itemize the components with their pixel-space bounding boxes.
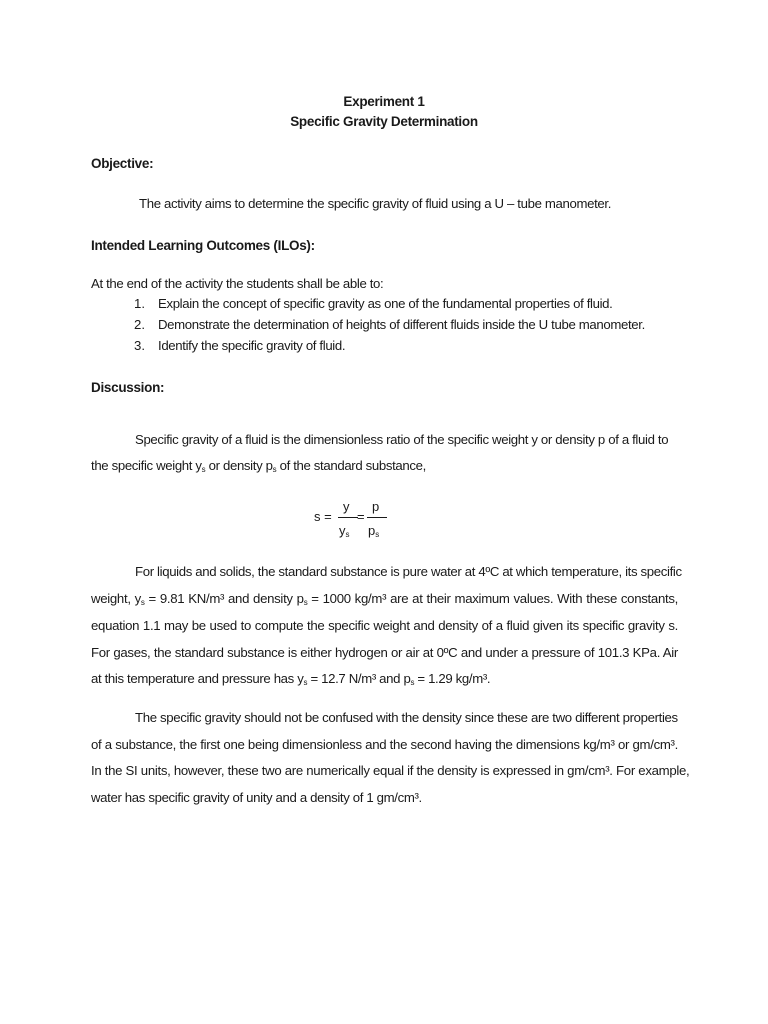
formula-lhs: s = <box>314 509 332 524</box>
experiment-number: Experiment 1 <box>343 94 425 109</box>
objective-text: The activity aims to determine the specific gravity of fluid using a U – tube manometer. <box>139 196 612 211</box>
discussion-p3-line2: of a substance, the first one being dimensionless and the second having the dimensions kg/m³ or gm/cm³. <box>91 737 678 752</box>
formula-denominator-1: $y_s$ <box>339 523 350 539</box>
fraction-bar <box>367 517 387 518</box>
discussion-p2-line1: For liquids and solids, the standard substance is pure water at 4ºC at which temperature, its specific <box>135 564 682 579</box>
formula-equals: = <box>357 509 365 524</box>
objective-heading: Objective: <box>91 156 154 171</box>
discussion-p2-line2: weight, $y_s = 9.81$ KN/m³ and density $p_s = 1000$ kg/m³ are at their maximum values. With these constants, <box>91 591 679 607</box>
formula-numerator-2: p <box>372 499 380 514</box>
discussion-p2-line5: at this temperature and pressure has $y_s = 12.7$ N/m³ and $p_s = 1.29$ kg/m³. <box>91 671 491 687</box>
list-item-text: Explain the concept of specific gravity as one of the fundamental properties of fluid. <box>158 296 613 311</box>
discussion-p2-line4: For gases, the standard substance is either hydrogen or air at 0ºC and under a pressure of 101.3 KPa. Air <box>91 645 678 660</box>
discussion-heading: Discussion: <box>91 380 165 395</box>
list-item-text: Identify the specific gravity of fluid. <box>158 338 346 353</box>
list-item-number: 2. <box>134 317 145 332</box>
formula-denominator-2: $p_s$ <box>368 523 380 539</box>
discussion-p3-line4: water has specific gravity of unity and a density of 1 gm/cm³. <box>91 790 422 805</box>
list-item-number: 3. <box>134 338 145 353</box>
discussion-p3-line3: In the SI units, however, these two are numerically equal if the density is expressed in gm/cm³. For example, <box>91 763 690 778</box>
list-item-text: Demonstrate the determination of heights of different fluids inside the U tube manometer. <box>158 317 645 332</box>
discussion-p2-line3: equation 1.1 may be used to compute the specific weight and density of a fluid given its specific gravity s. <box>91 618 678 633</box>
formula-numerator-1: y <box>343 499 350 514</box>
specific-gravity-formula <box>314 500 414 546</box>
discussion-p1-line1: Specific gravity of a fluid is the dimensionless ratio of the specific weight y or density p of a fluid to <box>135 432 669 447</box>
list-item-number: 1. <box>134 296 145 311</box>
fraction-bar <box>338 517 358 518</box>
discussion-p3-line1: The specific gravity should not be confused with the density since these are two different properties <box>135 710 678 725</box>
ilos-heading: Intended Learning Outcomes (ILOs): <box>91 238 315 253</box>
discussion-p1-line2: the specific weight $y_s$ or density $p_s$ of the standard substance, <box>91 458 426 474</box>
document-title: Specific Gravity Determination <box>290 114 478 129</box>
ilos-intro: At the end of the activity the students shall be able to: <box>91 276 384 291</box>
